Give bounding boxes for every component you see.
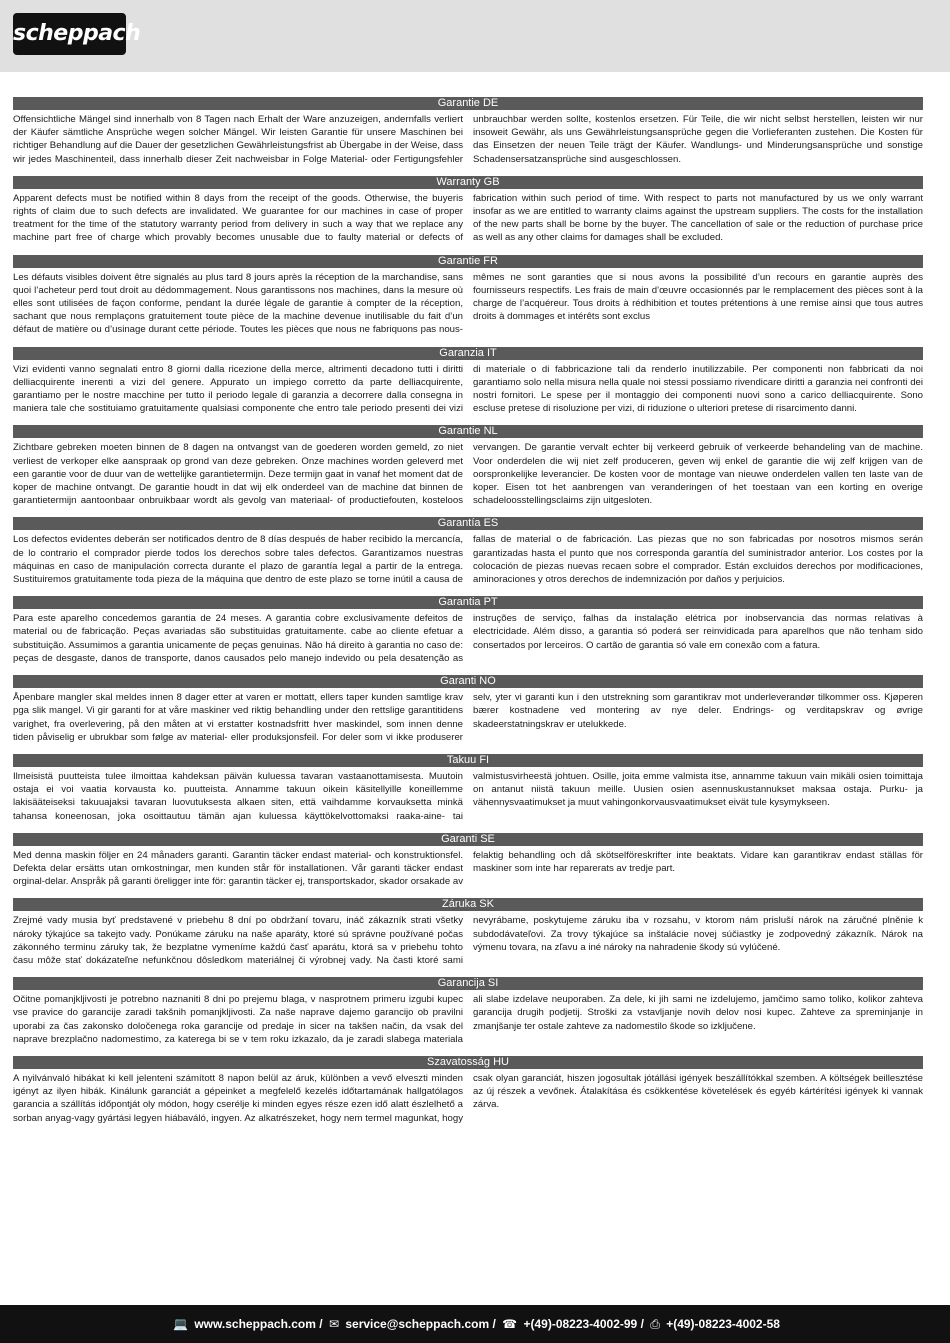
section-heading: Garanzia IT <box>13 347 923 360</box>
telephone-icon: ☎ <box>502 1317 518 1331</box>
section-text: Zrejmé vady musia byť predstavené v priebehu 8 dní po obdržaní tovaru, ináč zákazník strati všetky nároky týkajúce sa takejto vady. Ponúkame záruku na naše aparáty, ktoré sú správne používané počas zákonného terminu záruky tak, že bezplatne vymeníme každú časť aparátu, ktorá sa v priebehu tohto času môže stať dokázateľne nefunkčnou dôsledkom materiálnej či výrobnej vady. Na časti ktoré sami nevyrábame, poskytujeme záruku iba v rozsahu, v ktorom nám prisluší nárok na záručné plněnie k subdodávateľovi. Za trovy týkajúce sa inštalácie novej súčiastky je zodpovedný zákazník. Nárok na výmenu tovara, na zľavu a iné nároky na nahradenie škody sú vylúčené. <box>13 915 923 966</box>
section-heading: Szavatosság HU <box>13 1056 923 1069</box>
section-text: Med denna maskin följer en 24 månaders garanti. Garantin täcker endast material- och konstruktionsfel. Defekta delar ersätts utan omkostningar, men kunden står för installationen. Vår garanti täcker endast orginal-delar. Anspråk på garanti öreligger inte för: garantin täcker ej, transportskador, skador orsakade av felaktig behandling och då skötselföreskrifter inte beaktats. Vidare kan garantikrav endast ställas för maskiner som inte har reparerats av tredje part. <box>13 849 923 888</box>
warranty-section <box>13 425 923 507</box>
warranty-section <box>13 255 923 337</box>
section-heading: Warranty GB <box>13 176 923 189</box>
section-heading: Garanti SE <box>13 833 923 846</box>
section-text: Les défauts visibles doivent être signalés au plus tard 8 jours après la réception de la marchandise, sans quoi l’acheteur perd tout droit au dédommagement. Nous garantissons nos machines, dans la mesure où elles sont utilisées de façon conforme, pendant la durée légale de garantie à compter de la réception, sachant que nous remplaçons gratuitement toute pièce de la machine devenue inutilisable du fait d’un défaut de matière ou d’usinage durant cette période. Toutes les pièces que nous ne fabriquons pas nous-mêmes ne sont garanties que si nous avons la possibilité d’un recours en garantie auprès des fournisseurs respectifs. Les frais de main d’œuvre occasionnés par le remplacement des pièces sont à la charge de l’acquéreur. Tous droits à rédhibition et toutes prétentions à une remise ainsi que tous autres droits à dommages et intérêts sont exclus <box>13 271 923 336</box>
section-heading: Záruka SK <box>13 898 923 911</box>
section-text: Apparent defects must be notified within 8 days from the receipt of the goods. Otherwise, the buyeris rights of claim due to such defects are invalidated. We guarantee for our machines in case of proper treatment for the time of the statutory warranty period from delivery in such a way that we replace any machine part free of charge which provably becomes unusable due to faulty material or defects of fabrication within such period of time. With respect to parts not manufactured by us we only warrant insofar as we are entitled to warranty claims against the upstream suppliers. The costs for the installation of the new parts shall be borne by the buyer. The cancellation of sale or the reduction of purchase price as well as any other claims for damages shall be excluded. <box>13 192 923 244</box>
section-text: Zichtbare gebreken moeten binnen de 8 dagen na ontvangst van de goederen worden gemeld, zo niet verliest de verkoper elke aanspraak op grond van deze gebreken. Onze machines worden geleverd met een garantie voor de duur van de wettelijke garantietermijn. Deze termijn gaat in vanaf het moment dat de koper de machine ontvangt. De garantie houdt in dat wij elk onderdeel van de machine dat binnen de garantietermijn aantoonbaar onbruikbaar wordt als gevolg van materiaal- of productiefouten, kosteloos vervangen. De garantie vervalt echter bij verkeerd gebruik of verkeerde behandeling van de machine. Voor onderdelen die wij niet zelf produceren, geven wij enkel de garantie die wij zelf krijgen van de oorspronkelijke leverancier. De kosten voor de montage van nieuwe onderdelen vallen ten laste van de koper. Eisen tot het aanbrengen van veranderingen of het toestaan van een korting en overige schadeloosstellingsclaims zijn uitgesloten. <box>13 442 923 507</box>
fax-icon: ⎙ <box>650 1317 660 1331</box>
warranty-section <box>13 898 923 967</box>
section-text: Åpenbare mangler skal meldes innen 8 dager etter at varen er mottatt, ellers taper kunden samtlige krav pga slik mangel. Vi gir garanti for at våre maskiner ved riktig behandling under den rettslige garantitidens varighet, fra overlevering, på den måten at vi erstatter kostnadsfritt hver maskindel, som innen denne tiden påviselig er ubrukbar som følge av material- eller produksjonsfeil. For deler som vi ikke produserer selv, yter vi garanti kun i den utstrekning som garantikrav mot underleverandør tilkommer oss. Kjøperen bærer kostnadene ved montering av nye deler. Endrings- og verditapskrav og øvrige skadeerstatningskrav er utelukkede. <box>13 692 923 743</box>
warranty-content <box>13 97 923 1135</box>
warranty-section <box>13 754 923 823</box>
section-heading: Takuu FI <box>13 754 923 767</box>
section-heading: Garantie FR <box>13 255 923 268</box>
section-heading: Garantía ES <box>13 517 923 530</box>
contact-footer <box>0 1305 950 1343</box>
footer-fax: +(49)-08223-4002-58 <box>666 1317 780 1331</box>
computer-icon: 💻 <box>173 1317 188 1331</box>
warranty-section <box>13 977 923 1046</box>
warranty-section <box>13 596 923 665</box>
section-text: Para este aparelho concedemos garantia de 24 meses. A garantia cobre exclusivamente defeitos de material ou de fabricação. Peças avariadas são substituidas gratuitamente. cabe ao cliente efetuar a substituição. Assumimos a garantia unicamente de peças genuinas. Não há direito à garantia no caso de: peças de desgaste, danos de transporte, danos causados pelo manejo indevido ou pela desatenção as instruções de serviço, falhas da instalação elétrica por inobservancia das normas relativas à electricidade. Além disso, a garantia só poderá ser reinvidicada para aparelhos que não tenham sido consertados por lerceiros. O cartão de garantia só vale em conexão com a fatura. <box>13 613 923 664</box>
footer-phone: +(49)-08223-4002-99 <box>523 1317 638 1331</box>
section-text: Los defectos evidentes deberán ser notificados dentro de 8 días después de haber recibido la mercancía, de lo contrario el comprador pierde todos los derechos sobre tales defectos. Garantizamos nuestras máquinas en caso de manipulación correcta durante el plazo de garantía legal a partir de la entrega. Sustituiremos gratuitamente toda pieza de la máquina que dentro de este plazo se torne inútil a causa de fallas de material o de fabricación. Las piezas que no son fabricadas por nosotros mismos serán garantizadas hasta el punto que nos corresponda garantía del suministrador anterior. Los costes por la colocación de piezas nuevas recaen sobre el comprador. Están excluidos derechos por modificaciones, aminoraciones y otros derechos de indemnización por daños y perjuicios. <box>13 534 923 586</box>
section-heading: Garancija SI <box>13 977 923 990</box>
warranty-section <box>13 517 923 586</box>
footer-email[interactable]: service@scheppach.com <box>345 1317 490 1331</box>
section-text: Offensichtliche Mängel sind innerhalb von 8 Tagen nach Erhalt der Ware anzuzeigen, andernfalls verliert der Käufer sämtliche Ansprüche wegen solcher Mängel. Wir leisten Garantie für unsere Maschinen bei richtiger Behandlung auf die Dauer der gesetzlichen Gewährleistungsfrist ab Übergabe in der Weise, dass wir jedes Maschinenteil, dass innerhalb dieser Zeit nachweisbar in Folge Material- oder Fertigungsfehler unbrauchbar werden sollte, kostenlos ersetzen. Für Teile, die wir nicht selbst herstellen, leisten wir nur insoweit Gewähr, als uns Gewährleistungsansprüche gegen die Vorlieferanten zustehen. Die Kosten für das Einsetzen der neuen Teile trägt der Käufer. Wandlungs- und Minderungsansprüche und sonstige Schadensersatzansprüche sind ausgeschlossen. <box>13 114 923 165</box>
section-heading: Garanti NO <box>13 675 923 688</box>
section-text: Ilmeisistä puutteista tulee ilmoittaa kahdeksan päivän kuluessa tavaran vastaanottamisesta. Muutoin ostaja ei voi vaatia korvausta ko. puutteista. Annamme takuun oikein käsitellyille koneillemme lakisääteiseksi takuuajaksi tavaran luovutuksesta alkaen siten, että vaihdamme korvauksetta minkä tahansa koneenosan, joka osoittautuu tämän ajan kuluessa käyttökelvottomaksi raaka-aine- tai valmistusvirheestä johtuen. Osille, joita emme valmista itse, annamme takuun vain mikäli osien toimittaja on antanut niistä takuun meille. Uusien osien asennuskustannukset maksaa ostaja. Purku- ja vähennysvaatimukset ja muut vahingonkorvausvaatimukset eivät tule kysymykseen. <box>13 770 923 822</box>
section-heading: Garantie NL <box>13 425 923 438</box>
warranty-section <box>13 675 923 744</box>
header-bar <box>0 0 950 72</box>
footer-separator: / <box>319 1317 323 1331</box>
section-text: Vizi evidenti vanno segnalati entro 8 giorni dalla ricezione della merce, altrimenti decadono tutti i diritti delliacquirente inerenti a vizi del genere. Appurato un impiego corretto da parte delliacquirente, garantiamo per le nostre macchine per tutto il periodo legale di garanzia a decorrere dalla consegna in maniera tale che sostituiamo gratuitamente qualsiasi componente che entro tale periodo presenti dei vizi di materiale o di fabbricazione tali da renderlo inutilizzabile. Per componenti non fabbricati da noi garantiamo solo nella misura nella quale noi stessi possiamo rivendicare diritti a garanzia nei confronti dei nostri fornitori. Le spese per il montaggio dei componenti nuovi sono a carico delliacquirente. Sono escluse pretese di risoluzione per vizi, di riduzione o ulteriori pretese di risarcimento danni. <box>13 363 923 415</box>
warranty-section <box>13 833 923 889</box>
warranty-section <box>13 97 923 166</box>
section-text: Očitne pomanjkljivosti je potrebno naznaniti 8 dni po prejemu blaga, v nasprotnem primeru izgubi kupec vse pravice do garancije zaradi takšnih pomanjkljivosti. Za naše naprave dajemo garancijo ob pravilni uporabi za čas zakonsko določenega roka garancije od predaje in sicer na takšen način, da vsak del naprave brezplačno nadomestimo, za katerega bi se v tem roku izkazalo, da je zaradi slabega materiala ali slabe izdelave neuporaben. Za dele, ki jih sami ne izdelujemo, jamčimo samo toliko, kolikor zahteva garancija drugih podjetij. Stroški za vstavljanje novih delov nosi kupec. Zahteve za spreminjanje in zmanjšanje ter ostale zahteve za nadomestilo škode so izključene. <box>13 994 923 1045</box>
section-text: A nyilvánvaló hibákat ki kell jelenteni számított 8 napon belül az áruk, különben a vevő elveszti minden igényt az ilyen hibák. Kinálunk garanciát a gépeinket a megfelelő kezelés időtartamának hallgatólagos garancia a szállítás időpontját oly módon, hogy cserélje ki minden egyes része ezen idő alatt észlelhető a sorban anyag-vagy gyártási legyen hiábaváló, ingyen. Az alkatrészeket, hogy nem termel magunkat, hogy csak olyan garanciát, hiszen jogosultak jótállási igények beszállítókkal szemben. A költségek beillesztése az új részek a vevőnek. Átalakítása és csökkentése követelések és egyéb kártérítési igények ki vannak zárva. <box>13 1072 923 1124</box>
warranty-section <box>13 347 923 416</box>
envelope-icon: ✉ <box>328 1317 340 1331</box>
section-heading: Garantie DE <box>13 97 923 110</box>
brand-logo: scheppach <box>13 13 126 55</box>
section-heading: Garantia PT <box>13 596 923 609</box>
warranty-section <box>13 176 923 245</box>
footer-separator: / <box>492 1317 496 1331</box>
warranty-section <box>13 1056 923 1125</box>
footer-separator: / <box>640 1317 644 1331</box>
footer-website[interactable]: www.scheppach.com <box>194 1317 316 1331</box>
